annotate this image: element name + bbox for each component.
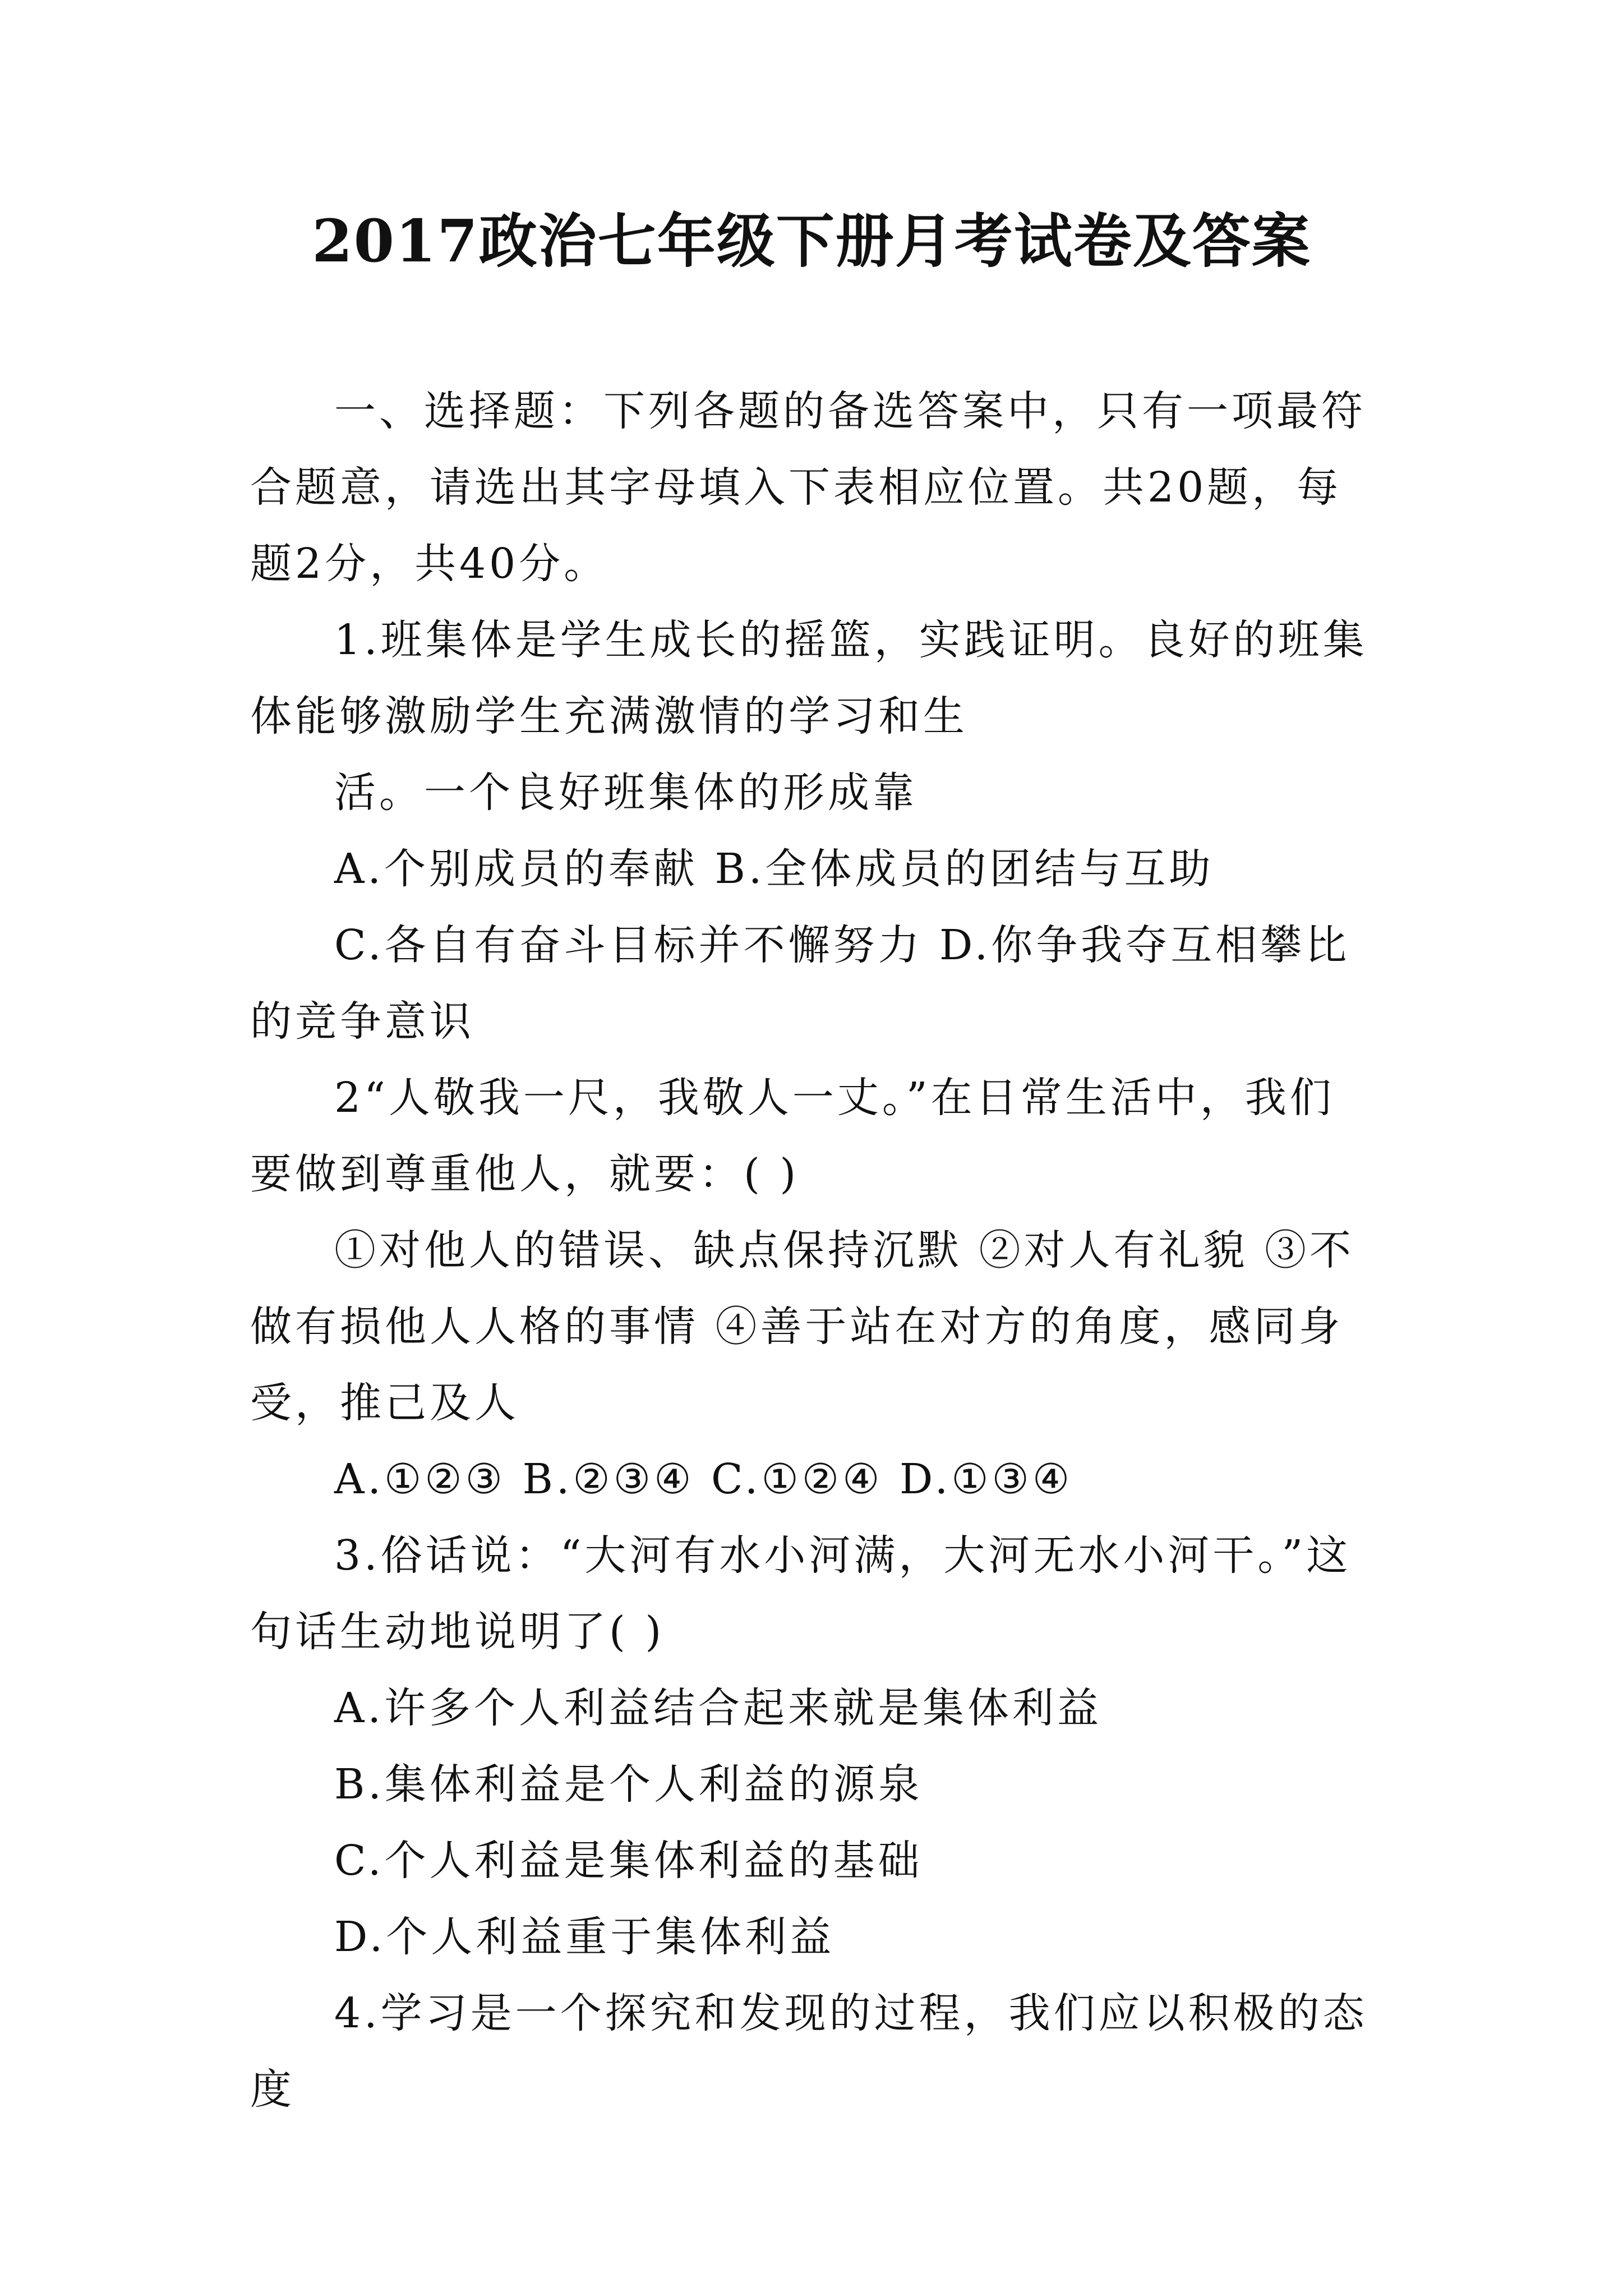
paragraph-question-3-option-d: D.个人利益重于集体利益 [334,1913,835,1961]
paragraph-question-4: 4.学习是一个探究和发现的过程，我们应以积极的态度 [250,1989,1368,2114]
paragraph-section-instructions: 一、选择题：下列各题的备选答案中，只有一项最符合题意，请选出其字母填入下表相应位置。共20题，每题2分，共40分。 [250,387,1366,588]
paragraph-question-1: 1.班集体是学生成长的摇篮，实践证明。良好的班集体能够激励学生充满激情的学习和生 [250,616,1368,740]
document-title: 2017政治七年级下册月考试卷及答案 [312,206,1311,275]
paragraph-question-1-continued: 活。一个良好班集体的形成靠 [334,769,917,817]
paragraph-question-2-options: A.①②③ B.②③④ C.①②④ D.①③④ [334,1455,1073,1503]
paragraph-question-3: 3.俗话说：“大河有水小河满，大河无水小河干。”这句话生动地说明了( ) [250,1531,1352,1656]
paragraph-question-2: 2“人敬我一尺，我敬人一丈。”在日常生活中，我们要做到尊重他人，就要：( ) [250,1074,1335,1198]
paragraph-question-2-statements: ①对他人的错误、缺点保持沉默 ②对人有礼貌 ③不做有损他人人格的事情 ④善于站在对方的角度，感同身受，推己及人 [250,1226,1355,1427]
document-body [250,373,1377,2128]
paragraph-question-3-option-a: A.许多个人利益结合起来就是集体利益 [334,1684,1102,1732]
paragraph-question-3-option-c: C.个人利益是集体利益的基础 [334,1837,923,1885]
paragraph-question-1-options-cd: C.各自有奋斗目标并不懈努力 D.你争我夺互相攀比的竞争意识 [250,921,1350,1046]
paragraph-question-1-options-ab: A.个别成员的奉献 B.全体成员的团结与互助 [334,845,1214,893]
paragraph-question-3-option-b: B.集体利益是个人利益的源泉 [334,1760,923,1809]
